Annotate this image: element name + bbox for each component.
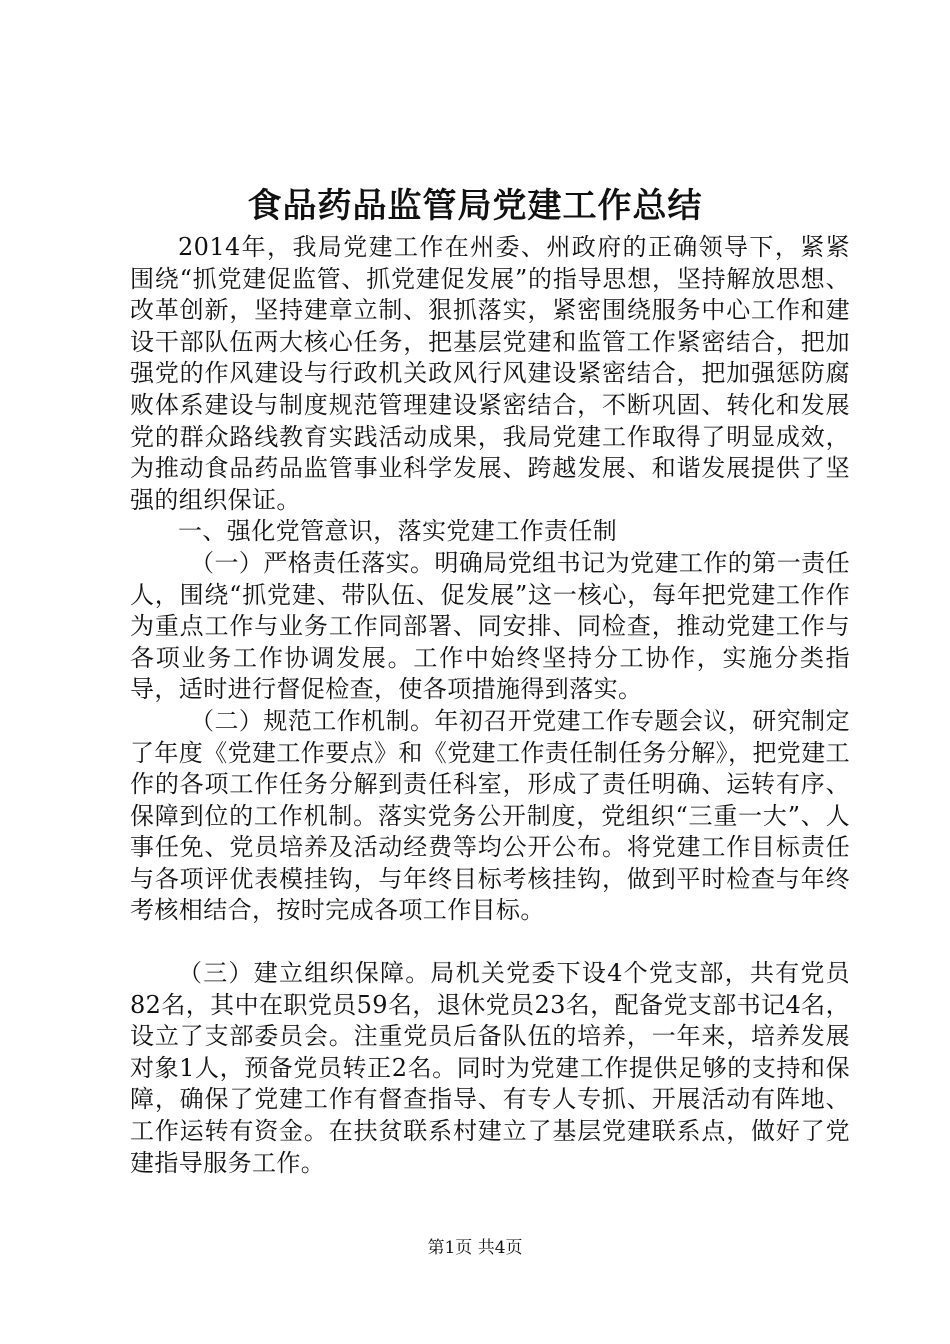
document-title: 食品药品监管局党建工作总结 <box>247 186 703 226</box>
document-body <box>130 232 850 1179</box>
paragraph-item-3: （三）建立组织保障。局机关党委下设4个党支部，共有党员82名，其中在职党员59名，退休党员23名，配备党支部书记4名，设立了支部委员会。注重党员后备队伍的培养，一年来，培养发展对象1人，预备党员转正2名。同时为党建工作提供足够的支持和保障，确保了党建工作有督查指导、有专人专抓、开展活动有阵地、工作运转有资金。在扶贫联系村建立了基层党建联系点，做好了党建指导服务工作。 <box>130 959 850 1177</box>
paragraph-item-1: （一）严格责任落实。明确局党组书记为党建工作的第一责任人，围绕“抓党建、带队伍、促发展”这一核心，每年把党建工作作为重点工作与业务工作同部署、同安排、同检查，推动党建工作与各项业务工作协调发展。工作中始终坚持分工协作，实施分类指导，适时进行督促检查，使各项措施得到落实。 <box>130 548 850 704</box>
page-footer: 第1页 共4页 <box>427 1238 523 1258</box>
section-heading: 一、强化党管意识，落实党建工作责任制 <box>178 517 618 546</box>
intro-paragraph: 2014年，我局党建工作在州委、州政府的正确领导下，紧紧围绕“抓党建促监管、抓党建促发展”的指导思想，坚持解放思想、改革创新，坚持建章立制、狠抓落实，紧密围绕服务中心工作和建设干部队伍两大核心任务，把基层党建和监管工作紧密结合，把加强党的作风建设与行政机关政风行风建设紧密结合，把加强惩防腐败体系建设与制度规范管理建设紧密结合，不断巩固、转化和发展党的群众路线教育实践活动成果，我局党建工作取得了明显成效，为推动食品药品监管事业科学发展、跨越发展、和谐发展提供了坚强的组织保证。 <box>130 233 850 514</box>
paragraph-item-2: （二）规范工作机制。年初召开党建工作专题会议，研究制定了年度《党建工作要点》和《党建工作责任制任务分解》，把党建工作的各项工作任务分解到责任科室，形成了责任明确、运转有序、保障到位的工作机制。落实党务公开制度，党组织“三重一大”、人事任免、党员培养及活动经费等均公开公布。将党建工作目标责任与各项评优表模挂钩，与年终目标考核挂钩，做到平时检查与年终考核相结合，按时完成各项工作目标。 <box>130 706 850 925</box>
